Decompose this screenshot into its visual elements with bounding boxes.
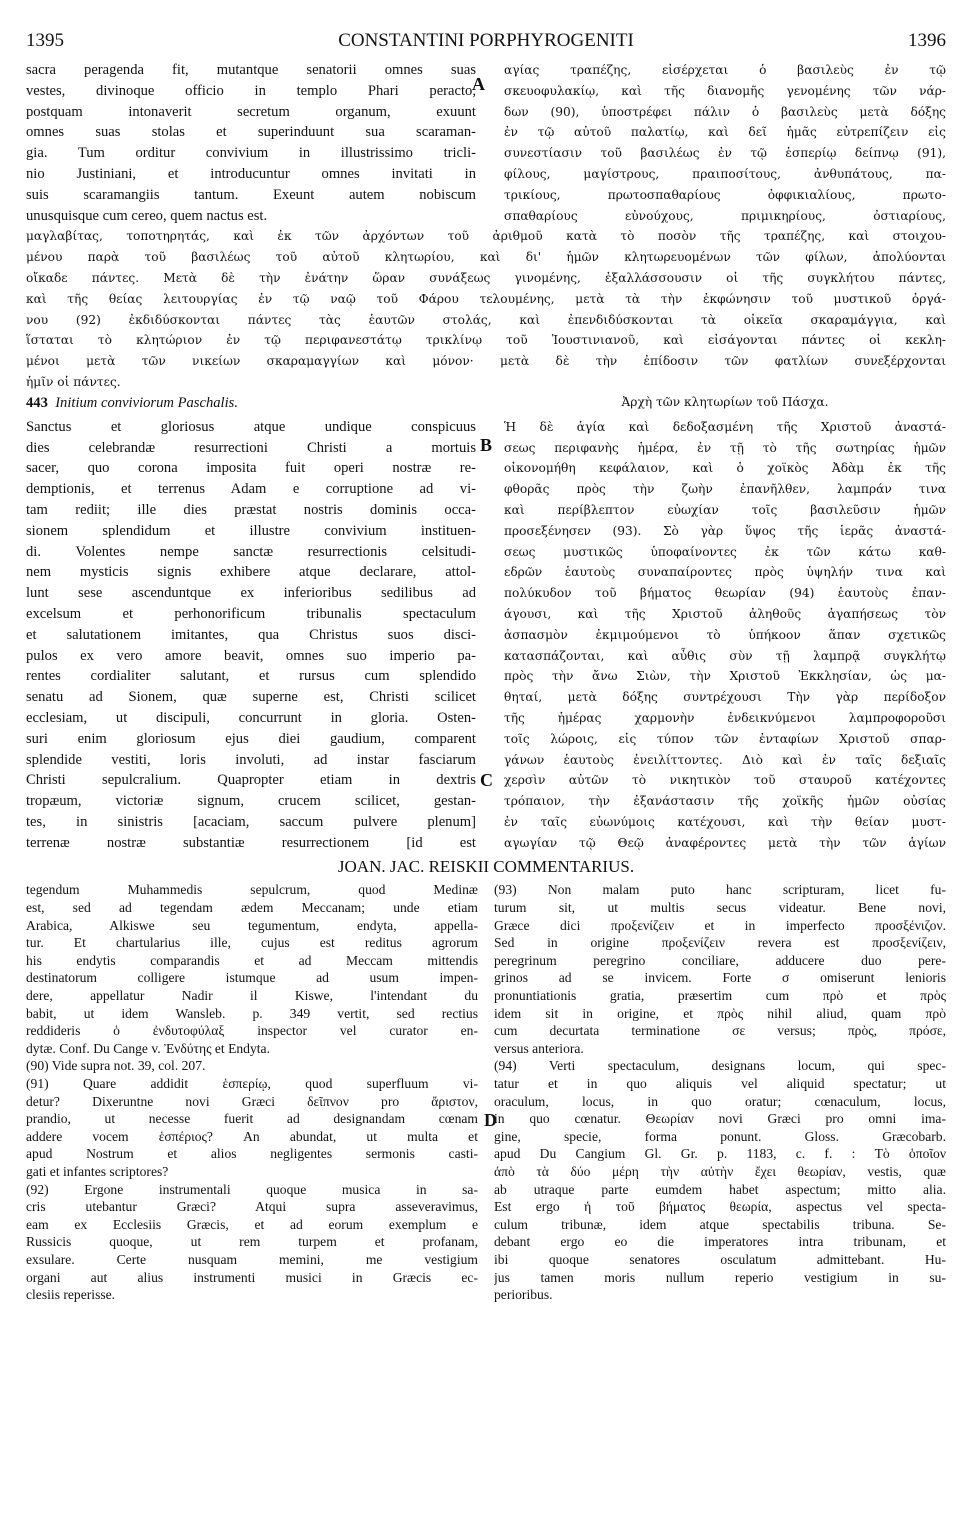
text-line: θηταί, μετὰ δόξης συντρέχουσι Τὴν γὰρ περίδοξον — [504, 690, 946, 705]
text-line: Christi sepulcralium. Quapropter etiam in dextris — [26, 772, 476, 789]
text-line: reddideris ὁ ἐνδυτοφύλαξ inspector vel curator en- — [26, 1023, 478, 1039]
text-line: omnes suas stolas et superinduunt sua scaraman- — [26, 124, 476, 141]
text-line: versus anteriora. — [494, 1040, 584, 1056]
text-line: lunt sese ascenduntque ex inferioribus sedilibus ad — [26, 585, 476, 602]
text-line: γάνων ἑαυτοὺς ἐνειλίττοντες. Διὸ καὶ ἐν ταῖς δεξιαῖς — [504, 752, 946, 767]
text-line: pronuntiationis gratia, præsertim cum πρὸ et πρὸς — [494, 988, 946, 1004]
section-heading-latin — [26, 395, 238, 417]
text-line: μένου παρὰ τοῦ βασιλέως τοῦ αὐτοῦ κλητωρίου, καὶ δι' ἡμῶν κλητωρευομένων τῶν φίλων, ἀπολύονται — [26, 250, 946, 265]
text-line: σκευοφυλακίῳ, καὶ τῆς διανομῆς γενομένης τῶν νάρ- — [504, 83, 946, 98]
text-line: καὶ τῆς θείας λειτουργίας ἐν τῷ ναῷ τοῦ Φάρου τελουμένης, μετὰ τὰ τὴν ἐκφώνησιν τοῦ μυστικοῦ ὀργά- — [26, 291, 946, 306]
text-line: dere, appellatur Nadir il Kiswe, l'intendant du — [26, 988, 478, 1004]
text-line: τρόπαιον, τὴν ἐξανάστασιν τῆς χοϊκῆς ἡμῶν οὐσίας — [504, 794, 946, 809]
text-line: αγίας τραπέζης, εἰσέρχεται ὁ βασιλεὺς ἐν τῷ — [504, 63, 946, 77]
text-line: ἐν ταῖς εὐωνύμοις κατέχουσι, καὶ τὴν θείαν μυστ- — [504, 814, 946, 829]
commentary-title-left: JOAN. JAC. REISKII — [337, 857, 490, 877]
text-line: cris utebantur Græci? Atqui supra asseveravimus, — [26, 1199, 478, 1215]
text-line: culum tribunæ, idem atque spectabilis tribuna. Se- — [494, 1216, 946, 1232]
text-line: συνεστίασιν τοῦ βασιλέως ἐν τῷ ἑσπερίῳ δείπνῳ (91), — [504, 146, 946, 161]
text-line: (90) Vide supra not. 39, col. 207. — [26, 1058, 206, 1074]
text-line: φίλους, μαγίστρους, πραιποσίτους, ἀνθυπάτους, πα- — [504, 166, 946, 181]
text-line: organi aut alius instrumenti musici in Græcis ec- — [26, 1269, 478, 1285]
text-line: sionem splendidum et illustre convivium instituen- — [26, 522, 476, 539]
text-line: ἵσταται τὸ κλητώριον ἐν τῷ περιφανεστάτῳ τρικλίνῳ τοῦ Ἰουστινιανοῦ, καὶ εἰσάγονται πάντες οἱ κεκλη- — [26, 333, 946, 348]
text-line: σεως περιφανὴς ἡμέρα, ἐν τῇ τὸ τῆς σωτηρίας ἡμῶν — [504, 440, 946, 455]
text-line: tur. Et chartularius ille, cujus est reditus agrorum — [26, 935, 478, 951]
text-line: grinos ad se invicem. Forte σ omiserunt lenioris — [494, 970, 946, 986]
text-line: προσεξένησεν (93). Σὸ γὰρ ὕψος τῆς ἱερᾶς ἀναστά- — [504, 523, 946, 538]
text-line: exsulare. Certe nusquam memini, me vestigium — [26, 1251, 478, 1267]
text-line: splendide vestiti, loris involuti, ad instar fasciarum — [26, 751, 476, 768]
text-line: gia. Tum orditur convivium in illustrissimo tricli- — [26, 145, 476, 162]
text-line: nem mysticis signis exhibere atque declarare, attol- — [26, 564, 476, 581]
page-number-left: 1395 — [26, 30, 64, 51]
text-line: πρὸς τὴν ἄνω Σιὼν, τὴν Χριστοῦ Ἐκκλησίαν, ὡς μα- — [504, 669, 946, 684]
text-line: (92) Ergone instrumentali quoque musica in sa- — [26, 1181, 478, 1197]
running-title: CONSTANTINI PORPHYROGENITI — [338, 30, 634, 51]
text-line: postquam intonaverit secretum organum, exuunt — [26, 103, 476, 120]
text-line: addere vocem ἑσπέριος? An abundat, ut multa et — [26, 1128, 478, 1144]
text-line: cum decurtata terminatione σε versus; πρὸς, πρόσε, — [494, 1023, 946, 1039]
greek-full-width-text — [26, 226, 946, 392]
text-line: nio Justiniani, et introducuntur omnes invitati in — [26, 165, 476, 182]
text-line: est, sed ad tegendam ædem Meccanam; unde etiam — [26, 900, 478, 916]
text-line: perioribus. — [494, 1287, 553, 1303]
text-line: apud Du Cangium Gl. Gr. p. 1183, c. f. : Τὸ ὁποῖον — [494, 1146, 946, 1162]
text-line: ἡμῖν οἱ πάντες. — [26, 374, 121, 389]
text-line: (91) Quare addidit ἑσπερίῳ, quod superfluum vi- — [26, 1076, 478, 1092]
text-line: φθορᾶς πρὸς τὴν ζωὴν ἐπανῆλθεν, λαμπράν τινα — [504, 482, 946, 497]
margin-letter-d: D — [484, 1110, 497, 1130]
text-line: τρικίους, πρωτοσπαθαρίους ὀφφικιαλίους, πρωτο- — [504, 187, 946, 202]
text-line: tatur et in quo aliquis vel aliquid spectatur; ut — [494, 1076, 946, 1092]
text-line: τῆς ἡμέρας χαρμονὴν ἐνδεικνύμενοι λαμπροφοροῦσι — [504, 710, 946, 725]
latin-column — [26, 417, 476, 854]
text-line: idem sit in origine, et πρὸς nihil aliud, quam πρὸ — [494, 1005, 946, 1021]
text-line: rentes cordialiter salutant, et rursus cum splendido — [26, 668, 476, 685]
text-line: καὶ περίβλεπτον εὐωχίαν τοῖς βασιλεῦσιν ἡμῶν — [504, 502, 946, 517]
text-line: ἐν τῷ αὐτοῦ παλατίῳ, καὶ δεῖ ἡμᾶς εὐτρεπίζειν εἰς — [504, 125, 946, 140]
text-line: excelsum et perhonorificum tribunalis spectaculum — [26, 605, 476, 622]
greek-column — [504, 417, 946, 854]
text-line: tes, in sinistris [acaciam, saccum pulvere plenum] — [26, 813, 476, 830]
text-line: clesiis reperisse. — [26, 1287, 116, 1303]
text-line: τοῖς λώροις, εἰς τύπον τῶν ἐνταφίων Χριστοῦ σπαρ- — [504, 731, 946, 746]
text-line: ἀπὸ τὰ δύο μέρη τὴν αὐτὴν ἔχει θεωρίαν, vestis, quæ — [494, 1163, 946, 1179]
text-line: μένοι μετὰ τῶν νικείων σκαραμαγγίων καὶ μόνον· μετὰ δὲ τὴν ἐπίδοσιν τῶν φατλίων συνεξέρχονται — [26, 354, 946, 369]
text-line: destinatorum colligere istumque ad usum impen- — [26, 970, 478, 986]
text-line: oraculum, locus, in quo oratur; cœnaculum, locus, — [494, 1093, 946, 1109]
text-line: δων (90), ὑποστρέφει πάλιν ὁ βασιλεὺς μετὰ δόξης — [504, 104, 946, 119]
commentary-left-column — [26, 881, 478, 1303]
text-line: turum sit, ut multis secus videatur. Bene novi, — [494, 900, 946, 916]
text-line: ab utraque parte eumdem habet aspectum; mitto alia. — [494, 1181, 946, 1197]
text-line: et salutationem imitantes, qua Christus suos disci- — [26, 626, 476, 643]
text-line: σεως μυστικῶς ὑποφαίνοντες ἐκ τῶν κάτω καθ- — [504, 544, 946, 559]
text-line: in quo cœnatur. Θεωρίαν novi Græci pro omni ima- — [494, 1111, 946, 1127]
text-line: senatu ad Sionem, quæ superne est, Christi scilicet — [26, 689, 476, 706]
text-line: χερσὶν αὐτῶν τὸ νικητικὸν τοῦ σταυροῦ κατέχοντες — [504, 773, 946, 788]
text-line: dytæ. Conf. Du Cange v. Ἐνδύτης et Endyta. — [26, 1040, 270, 1056]
text-line: Græce dici προξενίζειν et in imperfecto προσξένιζον. — [494, 917, 946, 933]
text-line: άγουσι, καὶ τῆς Χριστοῦ ἀληθοῦς ἀγαπήσεως τὸν — [504, 606, 946, 621]
section-number: 443 — [26, 394, 48, 411]
text-line: μαγλαβίτας, τοποτηρητάς, καὶ ἐκ τῶν ἀρχόντων τοῦ ἀριθμοῦ κατὰ τὸ ποσὸν τῆς τραπέζης, καὶ στοιχου- — [26, 229, 946, 244]
text-line: gati et infantes scriptores? — [26, 1163, 169, 1179]
text-line: tegendum Muhammedis sepulcrum, quod Medinæ — [26, 882, 478, 898]
text-line: suis scaramangiis tantum. Exeunt autem nobiscum — [26, 186, 476, 203]
text-line: jus tamen moris nullum reperio vestigium in su- — [494, 1269, 946, 1285]
text-line: Arabica, Alkiswe seu tegumentum, endyta, appella- — [26, 917, 478, 933]
text-line: tropæum, victoriæ signum, crucem scilicet, gestan- — [26, 793, 476, 810]
text-line: babit, ut idem Wansleb. p. 349 vertit, sed rectius — [26, 1005, 478, 1021]
text-line: ecclesiam, ut discipuli, concurrunt in gloria. Osten- — [26, 709, 476, 726]
margin-letter-c: C — [480, 770, 493, 790]
commentary-title-right: COMMENTARIUS. — [493, 857, 635, 877]
page-header — [26, 30, 946, 60]
text-line: οἴκαδε πάντες. Μετὰ δὲ τὴν ἐνάτην ὥραν συνάξεως γινομένης, ἐξαλλάσσουσιν οἱ τῆς συγκλήτου πάντες, — [26, 270, 946, 285]
text-line: sacer, quo corona imposita fuit operi nostræ re- — [26, 460, 476, 477]
text-line: unusquisque cum cereo, quem nactus est. — [26, 207, 268, 224]
text-line: πολύκυδον τοῦ βήματος θεωρίαν (94) ἑαυτοὺς ἐπαν- — [504, 586, 946, 601]
text-line: sacra peragenda fit, mutantque senatorii omnes suas — [26, 62, 476, 78]
text-line: ibi quoque senatores osculatum admittebant. Hu- — [494, 1251, 946, 1267]
text-line: αγωγίαν τῷ Θεῷ ἀναφέροντες μετὰ τὴν τῶν ἁγίων — [504, 835, 946, 850]
margin-letter-b: B — [480, 435, 493, 455]
text-line: eam ex Ecclesiis Græcis, et ad eorum exemplum e — [26, 1216, 478, 1232]
commentary-right-column — [494, 881, 946, 1303]
commentary-columns — [26, 881, 946, 1303]
text-line: his endytis comparandis et ad Meccam mittendis — [26, 952, 478, 968]
text-line: pulos ex vero amore beavit, omnes suo imperio pa- — [26, 647, 476, 664]
section-heading-row — [26, 395, 946, 417]
text-line: detur? Dixeruntne novi Græci δεῖπνον pro ἄριστον, — [26, 1093, 478, 1109]
text-line: prandio, ut necesse fuerit ad designandam cœnam — [26, 1111, 478, 1127]
text-line: σπαθαρίους εὐνούχους, πριμικηρίους, ὀστιαρίους, — [504, 208, 946, 223]
text-line: Ἡ δὲ ἁγία καὶ δεδοξασμένη τῆς Χριστοῦ ἀναστά- — [504, 419, 946, 434]
text-line: εδρῶν ἑαυτοὺς συναπαίροντες πρὸς ὑψηλήν τινα καὶ — [504, 565, 946, 580]
text-line: Russicis quoque, ut rem turpem et profanam, — [26, 1234, 478, 1250]
text-line: dies celebrandæ resurrectioni Christi a mortuis — [26, 439, 476, 456]
text-line: terrenæ nostræ substantiæ resurrectionem [id est — [26, 834, 476, 851]
text-line: apud Nostrum et alios negligentes sermonis casti- — [26, 1146, 478, 1162]
text-line: debant ergo eo die imperatores intra tribunam, et — [494, 1234, 946, 1250]
text-line: νου (92) ἐκδιδύσκονται πάντες τὰς ἑαυτῶν στολάς, καὶ ἐπενδιδύσκονται τὰ οἰκεῖα σκαραμάγγια, καὶ — [26, 312, 946, 327]
text-line: κατασπάζονται, καὶ αὖθις σὺν τῇ λαμπρᾷ συγκλήτῳ — [504, 648, 946, 663]
greek-column — [504, 60, 946, 226]
text-line: οἰκονομήθη κεφάλαιον, καὶ ὁ χοϊκὸς Ἀδὰμ ἐκ τῆς — [504, 461, 946, 476]
text-line: peregrinum peregrino conciliare, adducere duo pere- — [494, 952, 946, 968]
text-line: gine, specie, forma ponunt. Gloss. Græcobarb. — [494, 1128, 946, 1144]
commentary-title — [26, 857, 946, 881]
text-line: ἀσπασμὸν ἐκμιμούμενοι τὸ ὑπήκοον ἅπαν σχετικῶς — [504, 627, 946, 642]
section1-columns — [26, 60, 946, 226]
latin-column — [26, 60, 476, 226]
text-line: di. Volentes nempe sanctæ resurrectionis celsitudi- — [26, 543, 476, 560]
text-line: Est ergo ἡ τοῦ βήματος θεωρία, aspectus vel specta- — [494, 1199, 946, 1215]
section-title-latin: Initium conviviorum Paschalis. — [55, 394, 238, 411]
text-line: (94) Verti spectaculum, designans locum, qui spec- — [494, 1058, 946, 1074]
text-line: demptionis, et terrenus Adam e corruptione ad vi- — [26, 481, 476, 498]
text-line: (93) Non malam puto hanc scripturam, licet fu- — [494, 882, 946, 898]
text-line: Sanctus et gloriosus atque undique conspicuus — [26, 418, 476, 435]
section-title-greek: Ἀρχὴ τῶν κλητωρίων τοῦ Πάσχα. — [621, 394, 829, 409]
text-line: Sed in origine προξενίζειν revera est προσξενίζειν, — [494, 935, 946, 951]
text-line: tam rediit; ille dies præstat nostris dominis occa- — [26, 501, 476, 518]
margin-letter-a: A — [472, 74, 485, 94]
page-number-right: 1396 — [908, 30, 946, 51]
text-line: vestes, divinoque officio in templo Phari peracto, — [26, 82, 476, 99]
text-line: suri enim gloriosum ejus diei gaudium, comparent — [26, 730, 476, 747]
